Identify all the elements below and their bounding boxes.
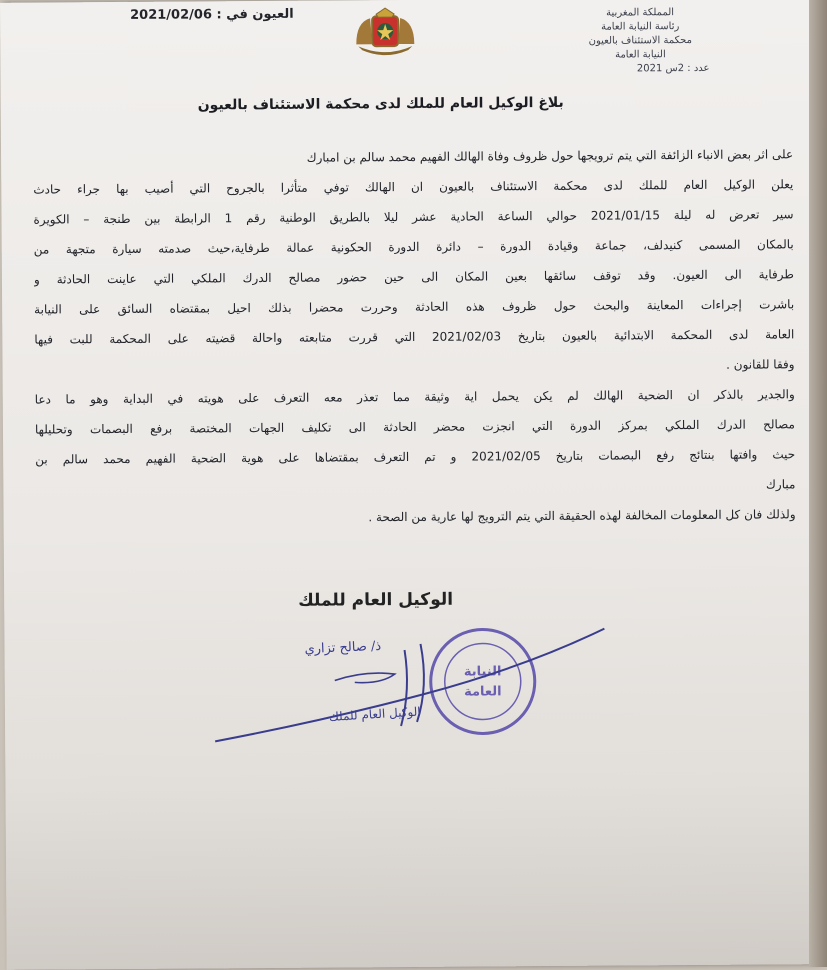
body-line: ولذلك فان كل المعلومات المخالفة لهذه الحقيقة التي يتم الترويج لها عارية من الصحة . bbox=[368, 507, 796, 525]
body-line: على اثر بعض الانباء الزائفة التي يتم ترويجها حول ظروف وفاة الهالك الفهيم محمد سالم بن امبارك bbox=[306, 147, 794, 165]
handwritten-role: الوكيل العام للملك bbox=[328, 704, 421, 724]
background-edge bbox=[809, 0, 827, 967]
signatory-title: الوكيل العام للملك bbox=[298, 589, 454, 611]
body-line: والجدير بالذكر ان الضحية الهالك لم يكن يحمل اية وثيقة مما تعذر معه التعرف على هويته في البداية وهو ما دعا bbox=[34, 387, 795, 407]
coat-of-arms-emblem bbox=[350, 6, 420, 58]
body-line: مبارك bbox=[765, 477, 796, 492]
body-line: بالمكان المسمى كنيدلف، جماعة وقيادة الدورة – دائرة الدورة الحكونية عمالة طرفاية،حيث صدمته سيارة متجهة من bbox=[33, 237, 794, 257]
body-line: وفقا للقانون . bbox=[726, 357, 795, 372]
document-title: بلاغ الوكيل العام للملك لدى محكمة الاستئناف بالعيون bbox=[197, 94, 564, 114]
body-line: العامة لدى المحكمة الابتدائية بالعيون بتاريخ 2021/02/03 التي قررت متابعته واحالة قضيته على المحكمة للبت فيها bbox=[34, 327, 795, 347]
body-line: مصالح الدرك الملكي بمركز الدورة التي انجزت محضر الحادثة الى تكليف الجهات المختصة برفع البصمات وتحليلها bbox=[34, 417, 796, 437]
header-line: رئاسة النيابة العامة bbox=[601, 21, 680, 33]
body-line: باشرت إجراءات المعاينة والبحث حول ظروف هذه الحادثة وحررت محضرا بذلك احيل بمقتضاه السائق على النيابة bbox=[34, 297, 795, 317]
header-line: محكمة الاستئناف بالعيون bbox=[588, 35, 693, 47]
issuer-header bbox=[565, 6, 715, 77]
document-date: العيون في : 2021/02/06 bbox=[130, 6, 294, 23]
body-line: سير تعرض له ليلة 2021/01/15 حوالي الساعة الحادية عشر ليلا بالطريق الوطنية رقم 1 الرابطة بين طنجة – الكويرة bbox=[33, 207, 794, 227]
body-line: طرفاية الى العيون. وقد توقف سائقها بعين المكان الى حين حضور مصالح الدرك الملكي التي عاينت الحادثة و bbox=[33, 267, 794, 287]
body-line: يعلن الوكيل العام للملك لدى محكمة الاستئناف بالعيون ان الهالك توفي متأثرا بالجروح التي أصيب بها جراء حادث bbox=[33, 177, 794, 197]
stamp-text: العامة bbox=[464, 684, 502, 700]
stamp-text: النيابة bbox=[463, 664, 502, 680]
header-line: النيابة العامة bbox=[615, 49, 666, 61]
signature-and-stamp bbox=[204, 608, 625, 761]
header-line: المملكة المغربية bbox=[606, 7, 675, 19]
signatory-name: ذ/ صالح تزاري bbox=[304, 638, 382, 658]
official-stamp bbox=[430, 629, 535, 734]
body-line: حيث وافتها بنتائج رفع البصمات بتاريخ 2021/02/05 و تم التعرف بمقتضاها على هوية الضحية الفهيم محمد سالم بن bbox=[35, 447, 796, 467]
paper-shadow bbox=[5, 777, 817, 970]
document-body bbox=[33, 139, 796, 534]
reference-number: عدد : 2س 2021 bbox=[636, 62, 710, 75]
